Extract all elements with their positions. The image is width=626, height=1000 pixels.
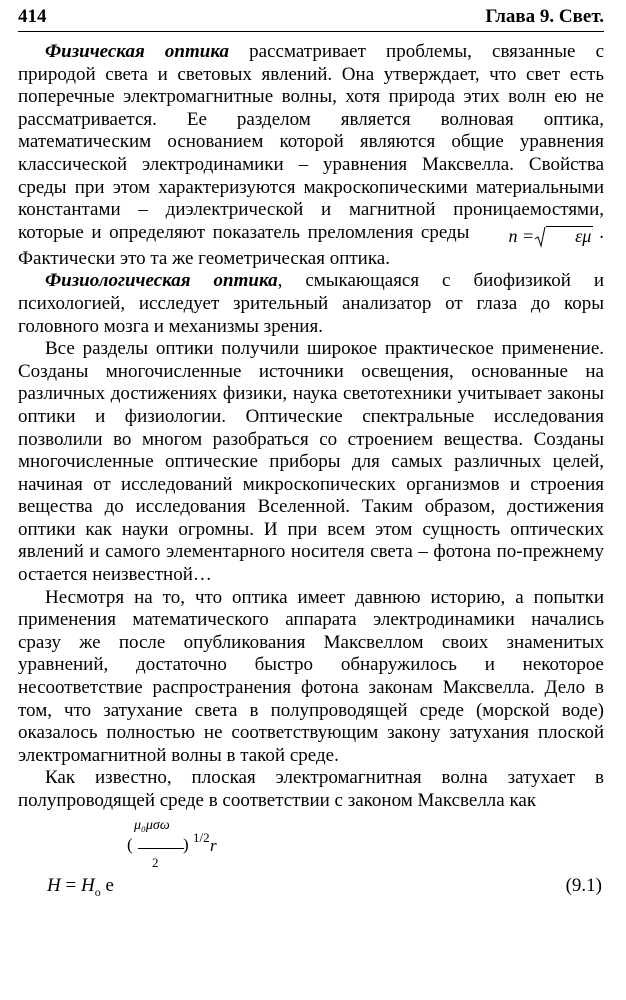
exponent-r: r (210, 836, 217, 855)
equation-main (47, 875, 114, 900)
symbol-e: e (100, 875, 114, 896)
exponent-numerator: μ₀μσω (134, 818, 170, 833)
paragraph-text: . Фактически это та же геометрическая оптика. (18, 221, 604, 269)
exponent-paren-open: ( (127, 835, 133, 854)
fraction-bar (138, 848, 184, 849)
paragraph-text: рассматривает проблемы, связанные с природой света и световых явлений. Она утверждает, что свет есть поперечные электромагнитные волны, хотя природа этих волн ею не рассматривается. Ее разделом является волновая оптика, математическим основанием которой являются общие уравнения классической электродинамики – уравнения Максвелла. Свойства среды при этом характеризуются макроскопическими материальными константами – диэлектрической и магнитной проницаемостями, которые и определяют показатель преломления среды (18, 41, 605, 243)
exponent-power: 1/2 (193, 830, 210, 845)
term-physiological-optics: Физиологическая оптика (45, 270, 278, 292)
paragraph-attenuation: Как известно, плоская электромагнитная волна затухает в полупроводящей среде в соответствии с законом Максвелла как (18, 767, 604, 811)
formula-radicand: εμ (546, 226, 593, 245)
symbol-H0: H (80, 875, 95, 896)
formula-n: n = (508, 225, 535, 246)
page-number: 414 (18, 6, 47, 27)
paragraph-text: , смыкающаяся с биофизикой и психологией, исследует зрительный анализатор от глаза до коры головного мозга и механизмы зрения. (18, 270, 604, 337)
exponent-denominator: 2 (152, 855, 159, 870)
chapter-title: Глава 9. Свет. (485, 6, 604, 27)
exponent-paren-close: ) (183, 835, 189, 854)
symbol-H: H (47, 875, 61, 896)
term-physical-optics: Физическая оптика (45, 41, 229, 62)
paragraph-applications: Все разделы оптики получили широкое практическое применение. Созданы многочисленные источники освещения, основанные на различных достижениях физики, наука светотехники учитывает законы оптики и физиологии. Оптические спектральные исследования позволили во многом разобраться со строением вещества. Созданы многочисленные оптические приборы для самых различных целей, начиная от исследований микроскопических организмов и строения вещества до исследования Вселенной. Таким образом, достижения оптики как науки огромны. И при всем этом сущность оптических явлений и самого элементарного носителя света – фотона по-прежнему остается неизвестной… (18, 338, 604, 586)
equals-sign: = (60, 875, 81, 896)
paragraph-history: Несмотря на то, что оптика имеет давнюю историю, а попытки применения математического аппарата электродинамики начались сразу же после опубликования Максвеллом своих знаменитых уравнений, достаточно быстро обнаружилось и некоторое несоответствие распространения фотона законам Максвелла. Дело в том, что затухание света в полупроводящей среде (морской воде) оказалось полностью не соответствующим закону затухания плоской электромагнитной волны в такой среде. (18, 586, 604, 766)
equation-number: (9.1) (565, 875, 602, 896)
symbol-H0-subscript: o (94, 884, 101, 899)
